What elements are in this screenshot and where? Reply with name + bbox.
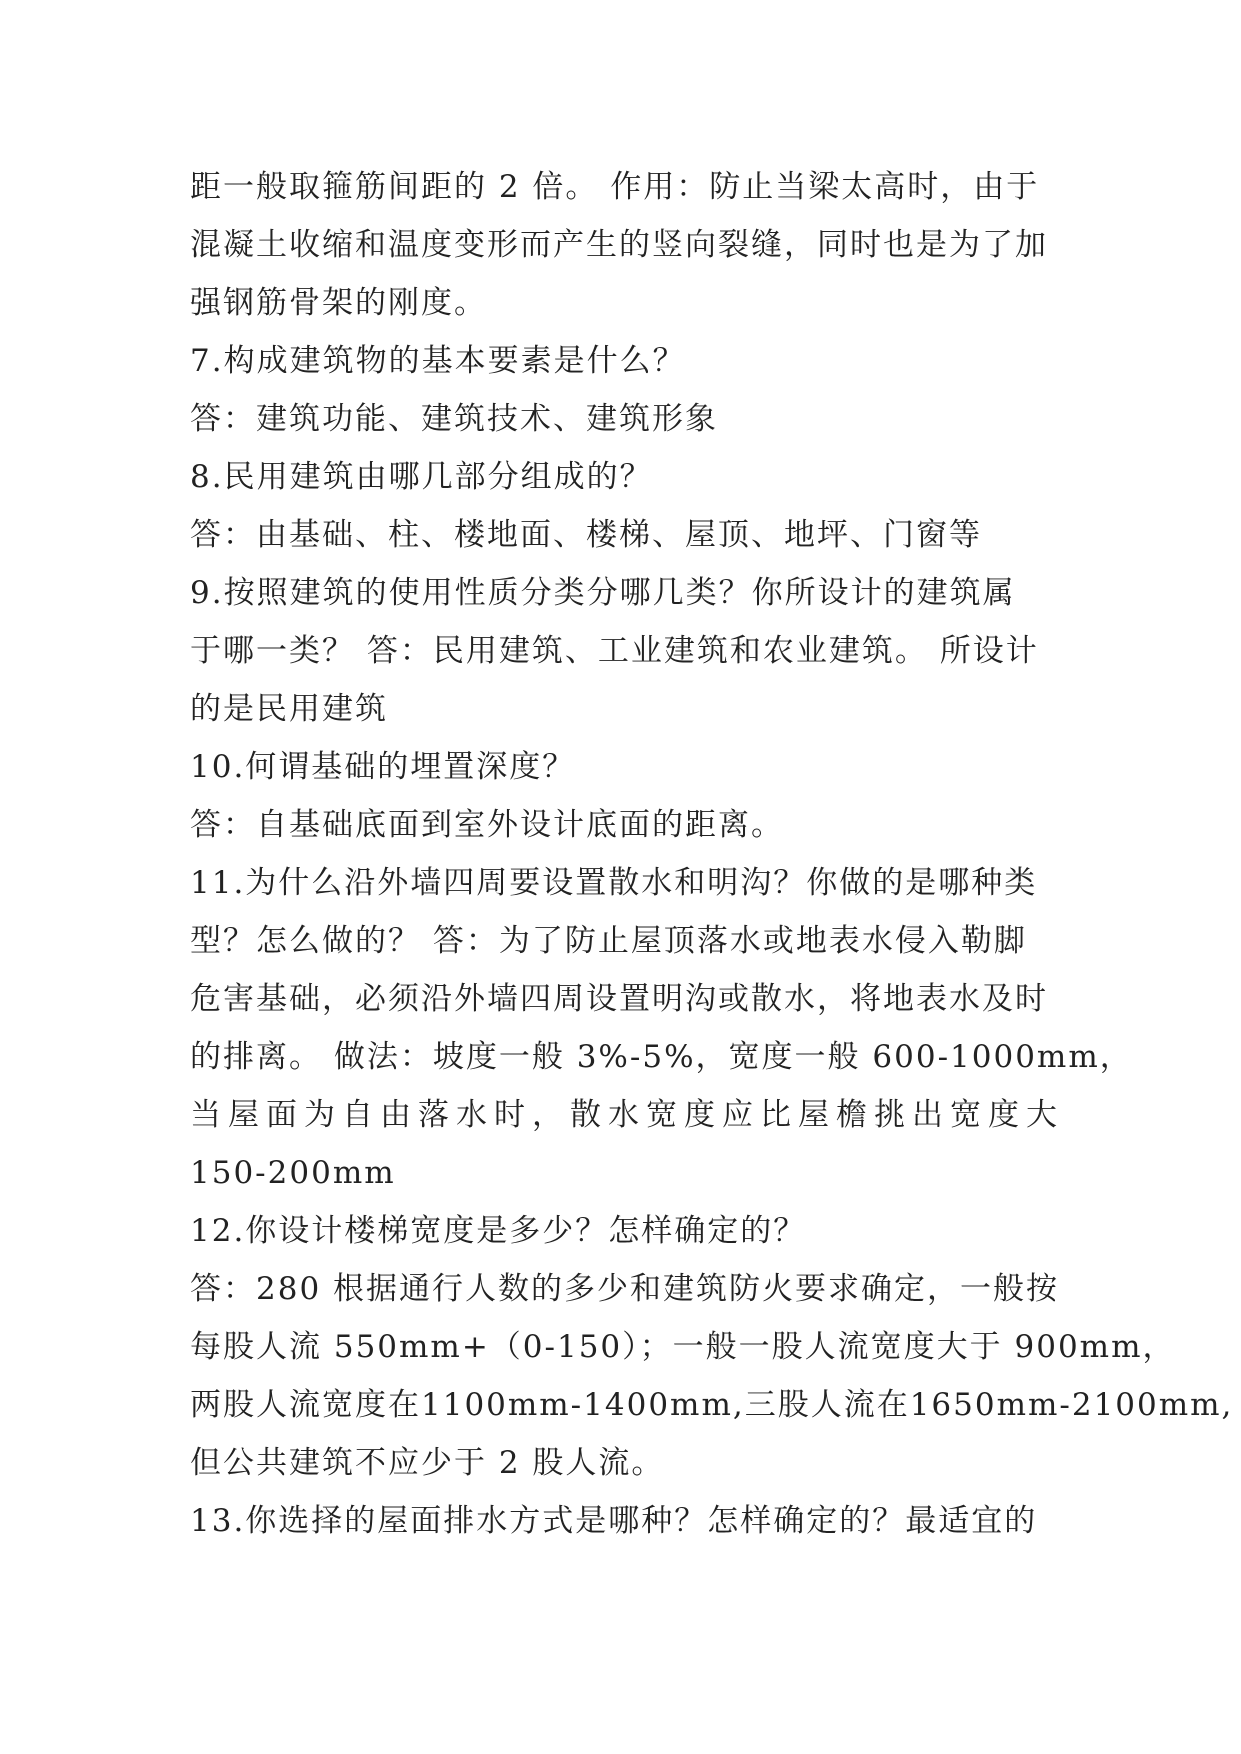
text-line: 距一般取箍筋间距的 2 倍。 作用：防止当梁太高时，由于: [190, 169, 1040, 205]
text-line: 150-200mm: [190, 1155, 396, 1191]
question-12: 12.你设计楼梯宽度是多少？怎样确定的？: [190, 1213, 807, 1249]
text-line: 两股人流宽度在1100mm-1400mm,三股人流在1650mm-2100mm,: [190, 1387, 1234, 1423]
answer-7: 答：建筑功能、建筑技术、建筑形象: [190, 401, 718, 437]
text-line: 的是民用建筑: [190, 691, 388, 727]
text-line: 的排离。 做法：坡度一般 3%-5%，宽度一般 600-1000mm，: [190, 1039, 1133, 1075]
answer-10: 答：自基础底面到室外设计底面的距离。: [190, 807, 784, 843]
text-line: 但公共建筑不应少于 2 股人流。: [190, 1445, 665, 1481]
question-11: 11.为什么沿外墙四周要设置散水和明沟？你做的是哪种类: [190, 865, 1038, 901]
answer-8: 答：由基础、柱、楼地面、楼梯、屋顶、地坪、门窗等: [190, 517, 982, 553]
answer-12: 答：280 根据通行人数的多少和建筑防火要求确定，一般按: [190, 1271, 1060, 1307]
question-8: 8.民用建筑由哪几部分组成的？: [190, 459, 653, 495]
text-line: 每股人流 550mm+（0-150）；一般一股人流宽度大于 900mm，: [190, 1329, 1176, 1365]
text-line: 当屋面为自由落水时，散水宽度应比屋檐挑出宽度大: [190, 1097, 1064, 1133]
text-line: 型？怎么做的？ 答：为了防止屋顶落水或地表水侵入勒脚: [190, 923, 1027, 959]
text-line: 危害基础，必须沿外墙四周设置明沟或散水，将地表水及时: [190, 981, 1048, 1017]
text-line: 强钢筋骨架的刚度。: [190, 285, 487, 321]
question-10: 10.何谓基础的埋置深度？: [190, 749, 576, 785]
question-13: 13.你选择的屋面排水方式是哪种？怎样确定的？最适宜的: [190, 1503, 1038, 1539]
question-7: 7.构成建筑物的基本要素是什么？: [190, 343, 686, 379]
text-line: 混凝土收缩和温度变形而产生的竖向裂缝，同时也是为了加: [190, 227, 1048, 263]
body-text: [190, 158, 1234, 1550]
question-9: 9.按照建筑的使用性质分类分哪几类？你所设计的建筑属: [190, 575, 1016, 611]
text-line: 于哪一类？ 答：民用建筑、工业建筑和农业建筑。 所设计: [190, 633, 1039, 669]
